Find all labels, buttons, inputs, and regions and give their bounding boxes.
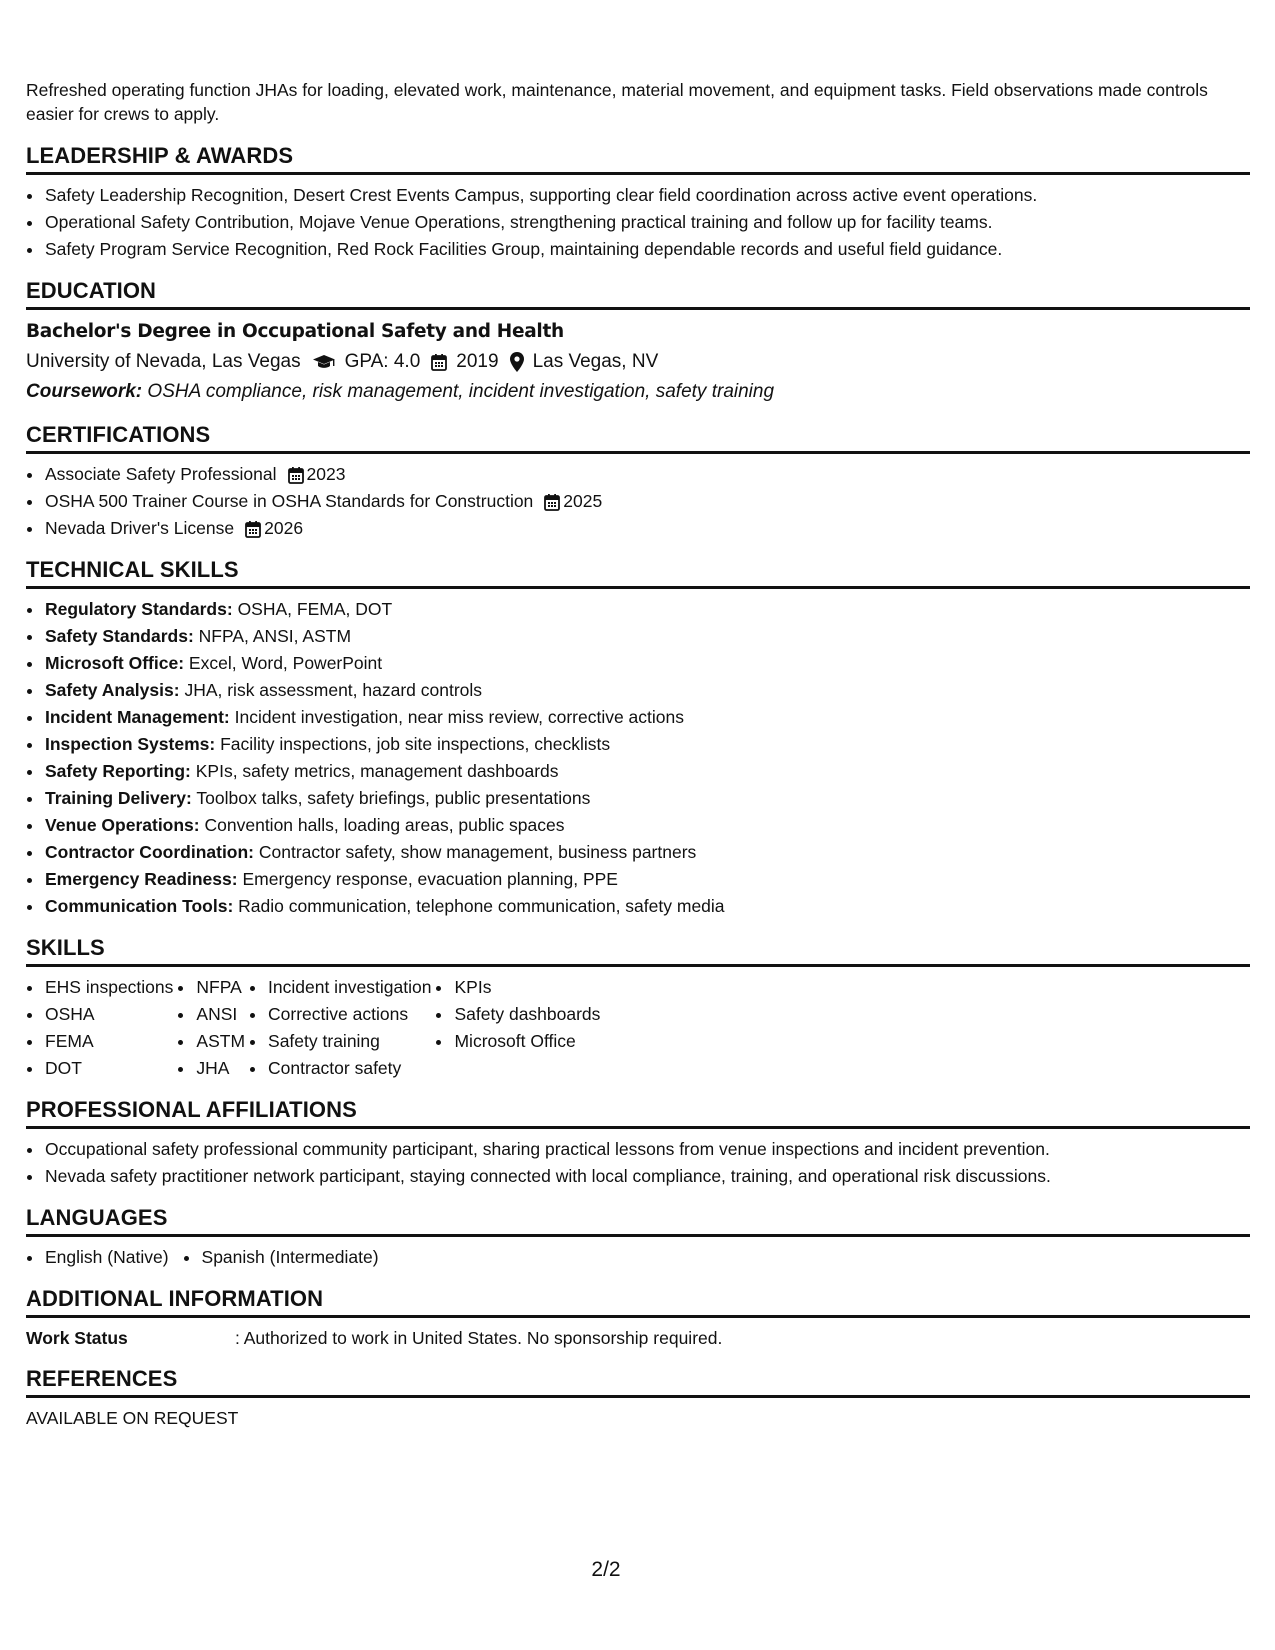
skill-values: Radio communication, telephone communication, safety media (238, 896, 725, 916)
calendar-icon (245, 520, 261, 538)
list-item (44, 650, 1250, 677)
coursework-value: OSHA compliance, risk management, incident investigation, safety training (147, 381, 775, 402)
languages-section (26, 1204, 1250, 1271)
leadership-section (26, 142, 1250, 263)
section-title-education: EDUCATION (26, 277, 1250, 310)
list-item (44, 623, 1250, 650)
certification-year: 2025 (563, 491, 603, 511)
list-item (44, 731, 1250, 758)
skills-column (26, 974, 173, 1082)
list-item: • OSHA (44, 1001, 173, 1028)
skill-category: Safety Analysis: (45, 680, 180, 700)
list-item: • Incident investigation (267, 974, 431, 1001)
graduation-year: 2019 (456, 351, 499, 372)
certification-year: 2023 (306, 464, 346, 484)
list-item (44, 785, 1250, 812)
languages-list (183, 1244, 379, 1271)
technical-skills-list (26, 596, 1250, 920)
list-item: • ASTM (195, 1028, 245, 1055)
skills-column (435, 974, 600, 1082)
education-section (26, 277, 1250, 407)
affiliations-list (26, 1136, 1250, 1190)
list-item: • Safety Leadership Recognition, Desert Crest Events Campus, supporting clear field coordination across active event operations. (44, 182, 1250, 209)
work-status-label: Work Status (26, 1328, 128, 1348)
school-location: Las Vegas, NV (532, 351, 659, 372)
list-item: • FEMA (44, 1028, 173, 1055)
skill-category: Contractor Coordination: (45, 842, 255, 862)
certifications-list (26, 461, 1250, 542)
section-title-affiliations: PROFESSIONAL AFFILIATIONS (26, 1096, 1250, 1129)
skills-grid (26, 974, 1250, 1082)
skill-values: Convention halls, loading areas, public spaces (204, 815, 565, 835)
intro-paragraph: Refreshed operating function JHAs for loading, elevated work, maintenance, material movement, and equipment tasks. Field observations made controls easier for crews to apply. (26, 80, 1208, 124)
school-name: University of Nevada, Las Vegas (26, 351, 301, 372)
skill-values: Emergency response, evacuation planning, PPE (242, 869, 618, 889)
list-item (44, 866, 1250, 893)
leadership-list (26, 182, 1250, 263)
affiliations-section (26, 1096, 1250, 1190)
list-item: • EHS inspections (44, 974, 173, 1001)
list-item: • Nevada safety practitioner network participant, staying connected with local compliance, training, and operational risk discussions. (44, 1163, 1250, 1190)
list-item: • ANSI (195, 1001, 245, 1028)
education-meta (26, 347, 1250, 377)
skill-values: Toolbox talks, safety briefings, public presentations (196, 788, 591, 808)
degree-title: Bachelor's Degree in Occupational Safety and Health (26, 321, 564, 342)
skill-category: Emergency Readiness: (45, 869, 238, 889)
calendar-icon (431, 353, 447, 371)
gpa-value: GPA: 4.0 (344, 351, 421, 372)
skill-category: Microsoft Office: (45, 653, 185, 673)
skill-values: JHA, risk assessment, hazard controls (184, 680, 483, 700)
list-item: • Occupational safety professional community participant, sharing practical lessons from venue inspections and incident prevention. (44, 1136, 1250, 1163)
list-item (44, 704, 1250, 731)
section-title-languages: LANGUAGES (26, 1204, 1250, 1237)
resume-page (26, 78, 1250, 1445)
list-item (44, 461, 1250, 488)
skill-values: NFPA, ANSI, ASTM (198, 626, 352, 646)
map-pin-icon (510, 352, 524, 372)
skill-category: Communication Tools: (45, 896, 234, 916)
list-item (44, 515, 1250, 542)
list-item: • Microsoft Office (453, 1028, 600, 1055)
coursework (26, 377, 1250, 407)
languages-list (26, 1244, 169, 1271)
page-number: 2/2 (591, 1558, 621, 1581)
list-item: • NFPA (195, 974, 245, 1001)
skill-values: Contractor safety, show management, business partners (258, 842, 697, 862)
list-item (44, 812, 1250, 839)
skill-category: Safety Reporting: (45, 761, 191, 781)
additional-information-section (26, 1285, 1250, 1351)
skill-values: OSHA, FEMA, DOT (237, 599, 393, 619)
skills-column (249, 974, 431, 1082)
list-item (44, 677, 1250, 704)
certification-name: • OSHA 500 Trainer Course in OSHA Standards for Construction (45, 491, 534, 511)
list-item: • Spanish (Intermediate) (201, 1244, 379, 1271)
list-item: • Safety Program Service Recognition, Red Rock Facilities Group, maintaining dependable records and useful field guidance. (44, 236, 1250, 263)
languages-row (26, 1244, 1250, 1271)
section-title-skills: SKILLS (26, 934, 1250, 967)
list-item: • English (Native) (44, 1244, 169, 1271)
skill-values: Excel, Word, PowerPoint (188, 653, 383, 673)
list-item: • Contractor safety (267, 1055, 431, 1082)
list-item: • Safety training (267, 1028, 431, 1055)
list-item: • Operational Safety Contribution, Mojave Venue Operations, strengthening practical training and follow up for facility teams. (44, 209, 1250, 236)
skill-category: Safety Standards: (45, 626, 194, 646)
certification-year: 2026 (264, 518, 304, 538)
list-item: • DOT (44, 1055, 173, 1082)
list-item (44, 596, 1250, 623)
section-title-additional-information: ADDITIONAL INFORMATION (26, 1285, 1250, 1318)
work-status-row (26, 1325, 1250, 1351)
list-item (44, 839, 1250, 866)
technical-skills-section (26, 556, 1250, 920)
section-title-certifications: CERTIFICATIONS (26, 421, 1250, 454)
skill-category: Incident Management: (45, 707, 230, 727)
list-item: • Safety dashboards (453, 1001, 600, 1028)
skill-values: KPIs, safety metrics, management dashboards (195, 761, 559, 781)
calendar-icon (288, 466, 304, 484)
skill-values: Facility inspections, job site inspections, checklists (220, 734, 611, 754)
references-text: AVAILABLE ON REQUEST (26, 1408, 239, 1428)
skill-values: Incident investigation, near miss review, corrective actions (234, 707, 684, 727)
skills-section (26, 934, 1250, 1082)
list-item: • Corrective actions (267, 1001, 431, 1028)
skill-category: Training Delivery: (45, 788, 192, 808)
references-section (26, 1365, 1250, 1431)
list-item: • KPIs (453, 974, 600, 1001)
skill-category: Inspection Systems: (45, 734, 216, 754)
section-title-technical-skills: TECHNICAL SKILLS (26, 556, 1250, 589)
skill-category: Regulatory Standards: (45, 599, 233, 619)
skills-column (177, 974, 245, 1082)
list-item (44, 893, 1250, 920)
list-item (44, 758, 1250, 785)
certifications-section (26, 421, 1250, 542)
certification-name: • Nevada Driver's License (45, 518, 235, 538)
section-title-references: REFERENCES (26, 1365, 1250, 1398)
list-item (44, 488, 1250, 515)
skill-category: Venue Operations: (45, 815, 200, 835)
graduation-cap-icon (312, 354, 336, 370)
calendar-icon (544, 493, 560, 511)
work-status-value: : Authorized to work in United States. No sponsorship required. (235, 1328, 723, 1348)
certification-name: • Associate Safety Professional (45, 464, 277, 484)
section-title-leadership: LEADERSHIP & AWARDS (26, 142, 1250, 175)
coursework-label: Coursework: (26, 381, 143, 402)
list-item: • JHA (195, 1055, 245, 1082)
